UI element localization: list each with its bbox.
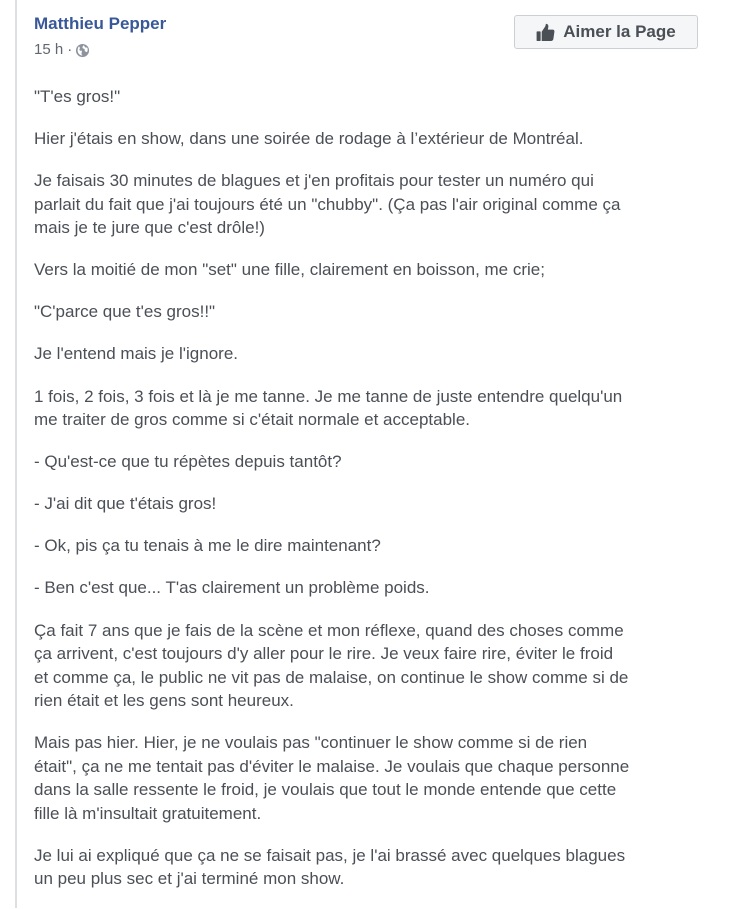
post-meta [34, 41, 90, 58]
post-body [34, 85, 734, 909]
post-paragraph: Hier j'étais en show, dans une soirée de rodage à l’extérieur de Montréal. [34, 129, 584, 149]
meta-separator: · [67, 41, 73, 58]
like-page-button[interactable] [514, 15, 698, 49]
post-paragraph: - Qu'est-ce que tu répètes depuis tantôt? [34, 452, 342, 472]
post-paragraph: "T'es gros!" [34, 87, 121, 106]
post-paragraph: "C'parce que t'es gros!!" [34, 302, 216, 322]
post-timestamp[interactable]: 15 h [34, 41, 64, 58]
post-paragraph: - Ben c'est que... T'as clairement un problème poids. [34, 578, 430, 598]
left-border-rule [15, 0, 17, 908]
post-author-name[interactable]: Matthieu Pepper [34, 14, 167, 33]
post-paragraph: Je lui ai expliqué que ça ne se faisait pas, je l'ai brassé avec quelques blagues un peu plus sec et j'ai terminé mon show. [34, 845, 626, 889]
post-paragraph: Je l'entend mais je l'ignore. [34, 344, 238, 364]
post-paragraph: 1 fois, 2 fois, 3 fois et là je me tanne. Je me tanne de juste entendre quelqu'un me traiter de gros comme si c'était normale et acceptable. [34, 386, 623, 430]
globe-icon[interactable] [75, 43, 90, 58]
post-paragraph: - Ok, pis ça tu tenais à me le dire maintenant? [34, 536, 381, 556]
post-paragraph: Ça fait 7 ans que je fais de la scène et mon réflexe, quand des choses comme ça arrivent, c'est toujours d'y aller pour le rire. Je veux faire rire, éviter le froid et comme ça, le public ne vit pas de malaise, on continue le show comme si de rien était et les gens sont heureux. [34, 620, 629, 711]
post-paragraph: Vers la moitié de mon "set" une fille, clairement en boisson, me crie; [34, 260, 545, 280]
post-paragraph: - J'ai dit que t'étais gros! [34, 494, 217, 514]
like-page-label: Aimer la Page [563, 22, 676, 41]
thumbs-up-icon [536, 23, 555, 42]
post-paragraph: Je faisais 30 minutes de blagues et j'en profitais pour tester un numéro qui parlait du fait que j'ai toujours été un "chubby". (Ça pas l'air original comme ça mais je te jure que c'est drôle!) [34, 171, 621, 238]
post-paragraph: Mais pas hier. Hier, je ne voulais pas "continuer le show comme si de rien était", ça ne me tentait pas d'éviter le malaise. Je voulais que chaque personne dans la salle ressente le froid, je voulais que tout le monde entende que cette fille là m'insultait gratuitement. [34, 733, 630, 823]
